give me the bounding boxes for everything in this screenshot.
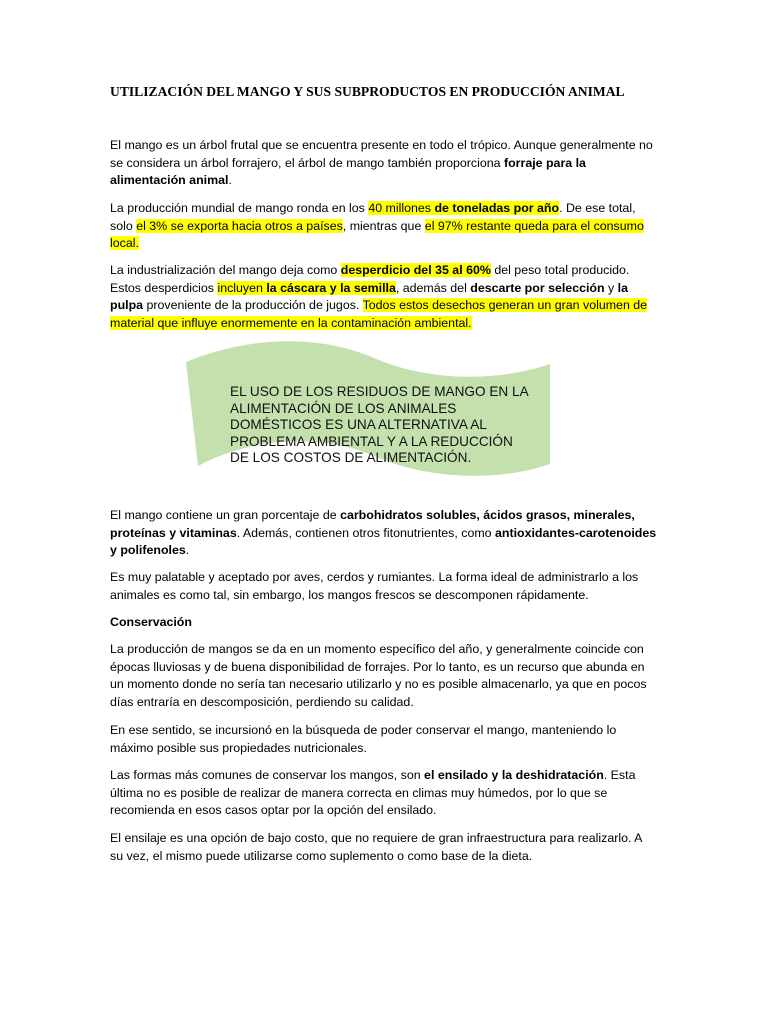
text-run: , mientras que <box>342 218 425 233</box>
highlight-run: 40 millones <box>368 201 435 215</box>
paragraph-industrialization <box>110 262 658 332</box>
banner-text: EL USO DE LOS RESIDUOS DE MANGO EN LA ALIMENTACIÓN DE LOS ANIMALES DOMÉSTICOS ES UNA ALTERNATIVA AL PROBLEMA AMBIENTAL Y A LA REDUCCIÓN DE LOS COSTOS DE ALIMENTACIÓN. <box>230 384 528 465</box>
highlight-bold-run: la cáscara y la semilla <box>266 280 396 295</box>
highlight-run: incluyen <box>217 280 267 295</box>
bold-run: descarte por selección <box>470 280 605 295</box>
paragraph-preservation: En ese sentido, se incursionó en la búsqueda de poder conservar el mango, manteniendo lo máximo posible sus propiedades nutricionales. <box>110 723 617 755</box>
bold-run: carbohidratos solubles, ácidos grasos, minerales, proteínas y vitaminas <box>110 508 635 540</box>
highlight-bold-run: desperdicio del 35 al 60% <box>340 263 491 277</box>
bold-run: el ensilado y la deshidratación <box>424 768 604 782</box>
paragraph-silage: El ensilaje es una opción de bajo costo, que no requiere de gran infraestructura para realizarlo. A su vez, el mismo puede utilizarse como suplemento o como base de la dieta. <box>110 831 642 863</box>
text-run: del peso total producido. Estos desperdicios <box>110 263 630 295</box>
text-run: . De ese total, solo <box>110 201 636 233</box>
paragraph-methods <box>110 767 658 820</box>
heading-conservacion: Conservación <box>110 615 192 629</box>
highlight-bold-run: de toneladas por año <box>434 201 560 215</box>
text-run: proveniente de la producción de jugos. <box>143 298 363 313</box>
bold-run: forraje para la alimentación animal <box>110 155 586 188</box>
text-run: . <box>228 173 232 188</box>
text-run: y <box>604 280 618 295</box>
text-run: El mango contiene un gran porcentaje de <box>110 508 341 522</box>
text-run: La producción mundial de mango ronda en los <box>110 201 369 215</box>
bold-run: antioxidantes-carotenoides y polifenoles <box>110 525 657 558</box>
highlight-run: el 3% se exporta hacia otros a países <box>136 218 343 233</box>
text-run: , además del <box>395 280 471 295</box>
text-run: . Además, contienen otros fitonutrientes, como <box>236 525 495 540</box>
text-run: El mango es un árbol frutal que se encuentra presente en todo el trópico. Aunque generalmente no se considera un árbol forrajero, el árbol de mango también proporciona <box>110 138 653 170</box>
paragraph-production <box>110 200 658 253</box>
paragraph-composition <box>110 507 658 560</box>
text-run: La industrialización del mango deja como <box>110 263 341 277</box>
document-title: UTILIZACIÓN DEL MANGO Y SUS SUBPRODUCTOS EN PRODUCCIÓN ANIMAL <box>110 84 625 99</box>
paragraph-intro <box>110 137 658 190</box>
highlight-run: Todos estos desechos generan un gran volumen de material que influye enormemente en la contaminación ambiental. <box>110 298 648 330</box>
bold-run: la pulpa <box>110 280 628 313</box>
highlight-run: el 97% restante queda para el consumo local. <box>110 218 644 251</box>
text-run: Las formas más comunes de conservar los mangos, son <box>110 768 425 782</box>
paragraph-palatability: Es muy palatable y aceptado por aves, cerdos y rumiantes. La forma ideal de administrarlo a los animales es como tal, sin embargo, los mangos frescos se descomponen rápidamente. <box>110 570 639 602</box>
text-run: . Esta última no es posible de realizar de manera correcta en climas muy húmedos, por lo que se recomienda en esos casos optar por la opción del ensilado. <box>110 768 636 818</box>
paragraph-seasonality: La producción de mangos se da en un momento específico del año, y generalmente coincide con épocas lluviosas y de buena disponibilidad de forrajes. Por lo tanto, es un recurso que abunda en un momento donde no sería tan necesario utilizarlo y no es posible almacenarlo, ya que en pocos días entraría en descomposición, perdiendo su calidad. <box>110 642 647 709</box>
text-run: . <box>185 543 190 558</box>
wave-banner <box>184 340 556 486</box>
